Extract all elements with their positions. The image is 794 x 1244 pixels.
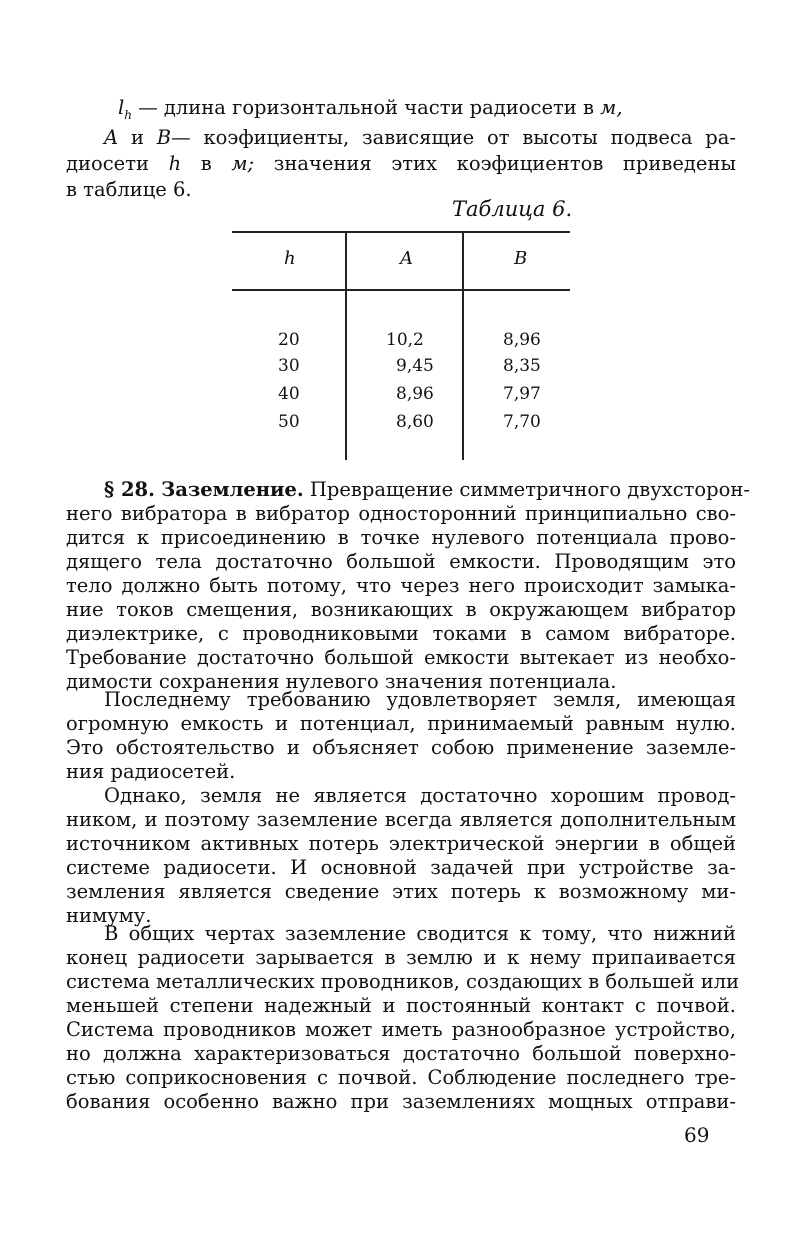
paragraph-line: тело должно быть потому, что через него происходит замыка- [66,574,736,597]
section-title: Заземление. [161,478,304,501]
table-cell: 8,96 [396,384,434,404]
paragraph-line: конец радиосети зарывается в землю и к нему припаивается [66,946,736,969]
paragraph-line: диэлектрике, с проводниковыми токами в самом вибраторе. [66,622,736,645]
paragraph-line: ние токов смещения, возникающих в окружающем вибратор [66,598,736,621]
table-column-divider [345,232,347,460]
table-top-rule [232,231,570,233]
ab2-text-b: в [200,152,212,175]
table-header-a: A [400,248,413,269]
paragraph-line: системе радиосети. И основной задачей при устройстве за- [66,856,736,879]
paragraph-line: него вибратора в вибратор односторонний принципиально сво- [66,502,736,525]
table-header-rule [232,289,570,291]
ab2-text-a: диосети [66,152,149,175]
var-h: h [168,152,182,175]
paragraph-line: нимуму. [66,904,152,927]
var-a: A [104,126,119,149]
definition-ab-line2 [66,152,736,176]
paragraph-line: Требование достаточно большой емкости вытекает из необхо- [66,646,736,669]
table-cell: 40 [278,384,300,404]
table-cell: 8,96 [503,330,541,350]
lh-text: — длина горизонтальной части радиосети в [138,96,594,119]
paragraph-line: огромную емкость и потенциал, принимаемый равным нулю. [66,712,736,735]
paragraph-line: дится к присоединению в точке нулевого потенциала прово- [66,526,736,549]
table-cell: 7,70 [503,412,541,432]
table-cell: 8,35 [503,356,541,376]
table-cell: 30 [278,356,300,376]
paragraph-line: Система проводников может иметь разнообразное устройство, [66,1018,736,1041]
paragraph-line: Превращение симметричного двухсторон- [309,478,750,501]
paragraph-line: Последнему требованию удовлетворяет земля, имеющая [104,688,736,711]
section-heading-line [104,478,750,502]
paragraph-line: Это обстоятельство и объясняет собою применение заземле- [66,736,736,759]
definition-ab [104,126,736,150]
definition-lh [118,96,623,127]
table-cell: 20 [278,330,300,350]
paragraph-line: стью соприкосновения с почвой. Соблюдение последнего тре- [66,1066,736,1089]
lh-subscript: h [124,107,132,122]
paragraph-line: меньшей степени надежный и постоянный контакт с почвой. [66,994,736,1017]
table-cell: 7,97 [503,384,541,404]
ab2-unit: м; [231,152,255,175]
paragraph-line: ником, и поэтому заземление всегда является дополнительным [66,808,736,831]
table-header-b: B [514,248,528,269]
ab2-text-c: значения этих коэфициентов приведены [273,152,736,175]
table-cell: 10,2 [386,330,424,350]
paragraph-line: бования особенно важно при заземлениях мощных отправи- [66,1090,736,1113]
ab-text: — коэфициенты, зависящие от высоты подвеса ра- [171,126,736,149]
paragraph-line: земления является сведение этих потерь к возможному ми- [66,880,736,903]
lh-unit: м, [600,96,623,119]
paragraph-line: система металлических проводников, создающих в большей или [66,970,740,993]
table-cell: 9,45 [396,356,434,376]
paragraph-line: Однако, земля не является достаточно хорошим провод- [104,784,736,807]
paragraph-line: дящего тела достаточно большой емкости. Проводящим это [66,550,736,573]
table-caption: Таблица 6. [452,197,573,221]
table-header-h: h [284,248,296,269]
definition-ab-line3: в таблице 6. [66,178,192,201]
paragraph-line: В общих чертах заземление сводится к тому, что нижний [104,922,736,945]
paragraph-line: димости сохранения нулевого значения потенциала. [66,670,617,693]
lh-symbol: l [118,96,125,119]
table-column-divider [462,232,464,460]
table-cell: 8,60 [396,412,434,432]
table-cell: 50 [278,412,300,432]
and-word: и [130,126,144,149]
page-number: 69 [684,1123,710,1147]
var-b: B [156,126,172,149]
paragraph-line: источником активных потерь электрической энергии в общей [66,832,736,855]
paragraph-line: но должна характеризоваться достаточно большой поверхно- [66,1042,736,1065]
paragraph-line: ния радиосетей. [66,760,236,783]
section-number: § 28. [104,478,155,501]
